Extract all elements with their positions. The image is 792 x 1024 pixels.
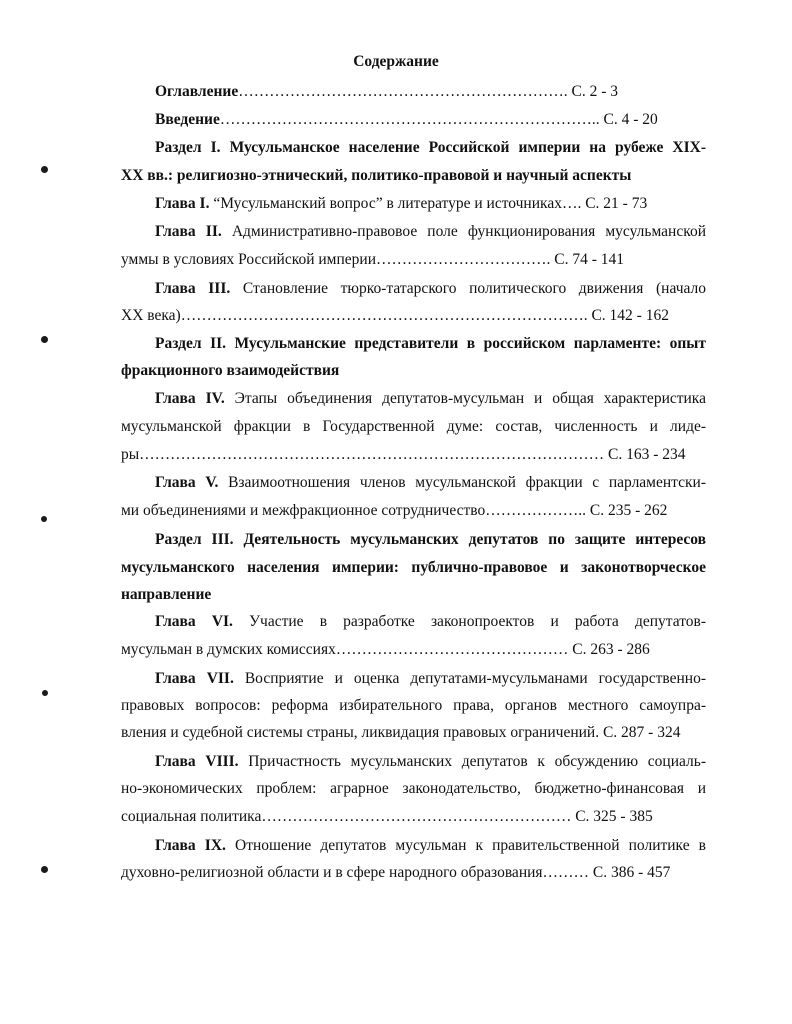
page-title: Содержание xyxy=(353,53,439,70)
binder-hole-mark xyxy=(42,690,48,696)
binder-hole-mark xyxy=(41,866,48,873)
binder-hole-mark xyxy=(41,516,47,522)
toc-text: Административно-правовое поле функционирования мусульманской xyxy=(221,223,706,240)
toc-text: ………………………………………………………. С. 2 - 3 xyxy=(238,83,618,100)
toc-line-chapter xyxy=(155,669,706,689)
toc-line-continuation: мусульман в думских комиссиях……………………………………… С. 263 - 286 xyxy=(121,641,650,658)
toc-line-chapter xyxy=(155,836,706,856)
toc-text: Этапы объединения депутатов-мусульман и общая характеристика xyxy=(224,390,706,407)
toc-lead: Глава IX. xyxy=(155,837,226,854)
toc-line-continuation: вления и судебной системы страны, ликвидация правовых ограничений. С. 287 - 324 xyxy=(121,724,681,741)
toc-line-chapter xyxy=(155,389,706,409)
toc-line-chapter xyxy=(155,612,706,632)
toc-line-introduction xyxy=(155,110,706,130)
toc-lead: Глава VIII. xyxy=(155,753,239,770)
toc-section-heading: мусульманского населения империи: публично-правовое и законотворческое xyxy=(121,559,706,576)
toc-section-heading: фракционного взаимодействия xyxy=(121,362,340,379)
toc-text: “Мусульманский вопрос” в литературе и источниках…. С. 21 - 73 xyxy=(209,195,648,212)
toc-lead: Глава IV. xyxy=(155,390,225,407)
toc-line-continuation: ры……………………………………………………………………………… С. 163 - 234 xyxy=(121,446,686,463)
toc-text: Восприятие и оценка депутатами-мусульманами государственно- xyxy=(233,670,707,687)
toc-text: Причастность мусульманских депутатов к обсуждению социаль- xyxy=(238,753,706,770)
toc-text: Становление тюрко-татарского политического движения (начало xyxy=(230,280,706,297)
toc-lead: Глава VI. xyxy=(155,613,233,630)
toc-section-heading: Раздел III. Деятельность мусульманских депутатов по защите интересов xyxy=(155,531,706,548)
toc-lead: Глава VII. xyxy=(155,670,234,687)
toc-line-continuation: но-экономических проблем: аграрное законодательство, бюджетно-финансовая и xyxy=(121,780,706,797)
toc-lead: Оглавление xyxy=(155,83,239,100)
toc-section-heading: XX вв.: религиозно-этнический, политико-правовой и научный аспекты xyxy=(121,167,632,184)
toc-line-chapter xyxy=(155,222,706,242)
toc-line-continuation: XX века)……………………………………………………………………. С. 142 - 162 xyxy=(121,307,669,324)
toc-section-heading: направление xyxy=(121,586,212,603)
toc-line-continuation: уммы в условиях Российской империи……………………………. С. 74 - 141 xyxy=(121,251,625,268)
toc-text: ……………………………………………………………….. С. 4 - 20 xyxy=(219,111,658,128)
toc-line-chapter xyxy=(155,473,706,493)
toc-lead: Глава I. xyxy=(155,195,210,212)
toc-lead: Глава II. xyxy=(155,223,222,240)
toc-line-chapter xyxy=(155,752,706,772)
toc-lead: Глава V. xyxy=(155,474,219,491)
toc-text: Участие в разработке законопроектов и работа депутатов- xyxy=(232,613,707,630)
toc-lead: Введение xyxy=(155,111,220,128)
toc-text: Отношение депутатов мусульман к правительственной политике в xyxy=(225,837,707,854)
toc-line-continuation: социальная политика…………………………………………………… С. 325 - 385 xyxy=(121,808,653,825)
toc-line-contents xyxy=(155,82,706,102)
toc-line-continuation: духовно-религиозной области и в сфере народного образования……… С. 386 - 457 xyxy=(121,864,671,881)
toc-lead: Глава III. xyxy=(155,280,231,297)
toc-section-heading: Раздел II. Мусульманские представители в российском парламенте: опыт xyxy=(155,335,706,352)
toc-text: Взаимоотношения членов мусульманской фракции с парламентски- xyxy=(218,474,706,491)
toc-line-continuation: мусульманской фракции в Государственной думе: состав, численность и лиде- xyxy=(121,418,706,435)
toc-line-continuation: ми объединениями и межфракционное сотрудничество……………….. С. 235 - 262 xyxy=(121,502,668,519)
toc-section-heading: Раздел I. Мусульманское население Российской империи на рубеже XIX- xyxy=(155,139,706,156)
toc-line-continuation: правовых вопросов: реформа избирательного права, органов местного самоупра- xyxy=(121,697,706,714)
toc-line-chapter xyxy=(155,279,706,299)
binder-hole-mark xyxy=(41,336,48,343)
toc-line-chapter xyxy=(155,194,706,214)
binder-hole-mark xyxy=(41,166,48,173)
